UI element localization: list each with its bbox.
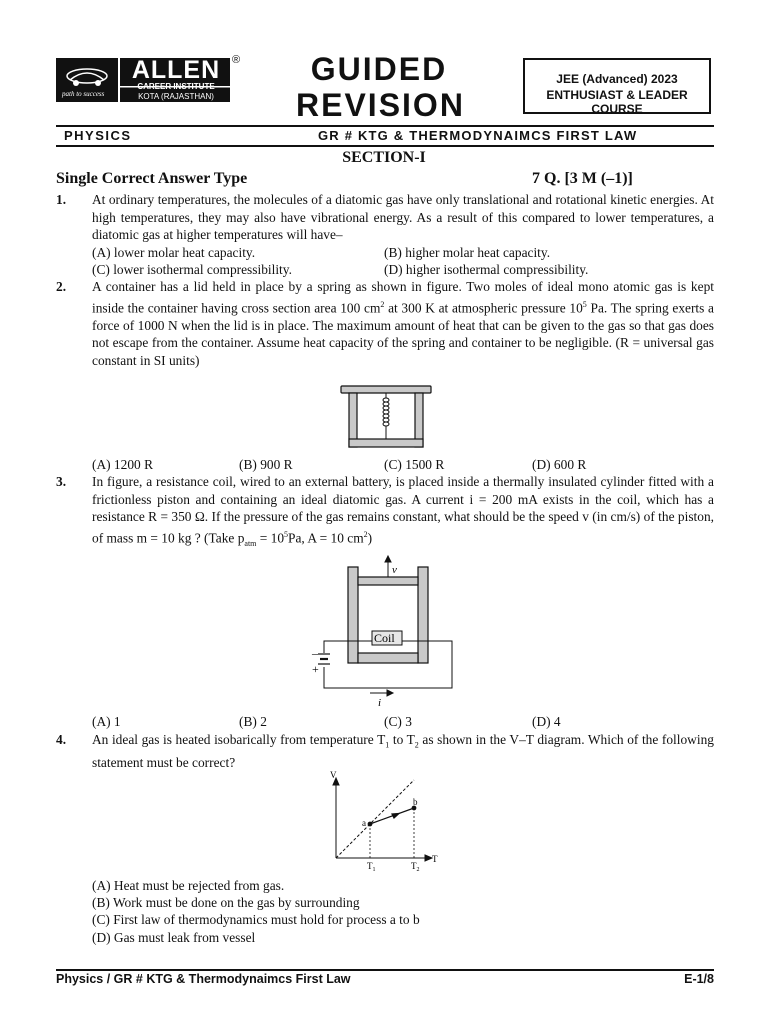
velocity-label: v — [392, 564, 397, 576]
battery-minus: – — [312, 646, 318, 660]
battery-plus: + — [312, 662, 319, 676]
q1-number: 1. — [56, 192, 67, 207]
section-title: SECTION-I — [342, 149, 426, 166]
header-rule-bottom — [56, 145, 714, 147]
vt-process-line — [368, 806, 416, 826]
q2-option-d: (D) 600 R — [532, 457, 587, 472]
q3-number: 3. — [56, 474, 67, 489]
q1-option-b: (B) higher molar heat capacity. — [384, 245, 551, 260]
vt-point-a-label: a — [362, 818, 366, 828]
logo-tagline: path to success — [62, 90, 105, 98]
cylinder-right-wall — [418, 567, 428, 663]
course-box — [523, 58, 711, 114]
q4-option-b: (B) Work must be done on the gas by surrounding — [92, 895, 360, 910]
spring-icon — [383, 393, 389, 439]
subject-label: PHYSICS — [64, 128, 132, 143]
velocity-arrow-icon — [385, 556, 391, 577]
cylinder-base — [358, 653, 418, 663]
course-line1: JEE (Advanced) 2023 — [556, 72, 678, 86]
coil-label: Coil — [374, 631, 395, 645]
vt-point-b-label: b — [413, 797, 418, 807]
marking-scheme: 7 Q. [3 M (–1)] — [532, 170, 633, 187]
footer-left: Physics / GR # KTG & Thermodynaimcs First Law — [56, 972, 351, 986]
logo-sub1: CAREER INSTITUTE — [137, 82, 215, 91]
q2-option-b: (B) 900 R — [239, 457, 293, 472]
piston — [358, 577, 418, 585]
q4-number: 4. — [56, 732, 67, 747]
q3-option-a: (A) 1 — [92, 714, 121, 729]
vt-axis-v-label: V — [330, 770, 337, 780]
current-label: i — [378, 697, 382, 709]
vt-diagram-figure — [318, 770, 448, 876]
q1-text: At ordinary temperatures, the molecules of a diatomic gas have only translational and rotational kinetic energies. At high temperatures, they may also have vibrational energy. As a result of this compared to lower temperatures, a diatomic gas at higher temperatures will have– — [92, 192, 714, 243]
footer-page-number: E-1/8 — [684, 972, 714, 986]
q3-text: In figure, a resistance coil, wired to an external battery, is placed inside a thermally insulated cylinder fitted with a frictionless piston and containing an ideal diatomic gas. A current i = 200 mA exists in the coil, which has a resistance R = 350 Ω. If the pressure of the gas remains constant, what should be the speed v (in cm/s) of the piston, of mass m = 10 kg ? (Take $p_{atm} = 10^5Pa$, A = 10 $cm^2$) — [92, 474, 714, 548]
spring-container-figure — [340, 384, 432, 450]
q4-option-d: (D) Gas must leak from vessel — [92, 930, 256, 945]
logo-brand: ALLEN — [131, 56, 221, 84]
current-arrow-icon — [370, 690, 393, 696]
q2-text: A container has a lid held in place by a spring as shown in figure. Two moles of ideal mono atomic gas is kept inside the container having cross section area 100 $cm^2$ at 300 K at atmospheric pressure $10^5$ Pa. The spring exerts a force of 1000 N when the lid is in place. The maximum amount of heat that can be given to the gas so that gas does not escape from the container. Assume heat capacity of the spring and container to be negligible. (R = universal gas constant in SI units) — [92, 279, 714, 368]
cylinder-left-wall — [348, 567, 358, 663]
topic-label: GR # KTG & THERMODYNAIMCS FIRST LAW — [318, 128, 638, 143]
q2-option-c: (C) 1500 R — [384, 457, 445, 472]
q4-text: An ideal gas is heated isobarically from temperature $T_1$ to $T_2$ as shown in the V–T diagram. Which of the following statement must be correct? — [92, 732, 714, 771]
vt-isobar-dashed — [336, 780, 414, 858]
container-base — [349, 439, 423, 447]
allen-logo — [56, 54, 241, 104]
course-line2: ENTHUSIAST & LEADER COURSE — [546, 88, 688, 116]
q3-option-c: (C) 3 — [384, 714, 412, 729]
q1-option-c: (C) lower isothermal compressibility. — [92, 262, 292, 277]
coil-cylinder-figure — [310, 553, 460, 711]
q4-option-a: (A) Heat must be rejected from gas. — [92, 878, 285, 893]
q1-option-a: (A) lower molar heat capacity. — [92, 245, 256, 260]
q1-option-d: (D) higher isothermal compressibility. — [384, 262, 589, 277]
vt-axis-t-label: T — [432, 854, 438, 864]
circuit-wire — [324, 641, 452, 688]
q3-option-d: (D) 4 — [532, 714, 561, 729]
footer-rule — [56, 969, 714, 971]
q4-option-c: (C) First law of thermodynamics must hold for process a to b — [92, 912, 420, 927]
title-revision: REVISION — [296, 87, 465, 123]
registered-mark: ® — [232, 54, 241, 66]
vt-t2-label: $T_2$ — [411, 861, 420, 873]
q3-option-b: (B) 2 — [239, 714, 267, 729]
vt-t1-label: $T_1$ — [367, 861, 376, 873]
q2-option-a: (A) 1200 R — [92, 457, 153, 472]
title-guided: GUIDED — [310, 51, 448, 87]
container-lid — [341, 386, 431, 393]
q2-number: 2. — [56, 279, 67, 294]
logo-sub2: KOTA (RAJASTHAN) — [138, 92, 214, 101]
battery-icon — [318, 654, 330, 664]
answer-type: Single Correct Answer Type — [56, 170, 248, 187]
